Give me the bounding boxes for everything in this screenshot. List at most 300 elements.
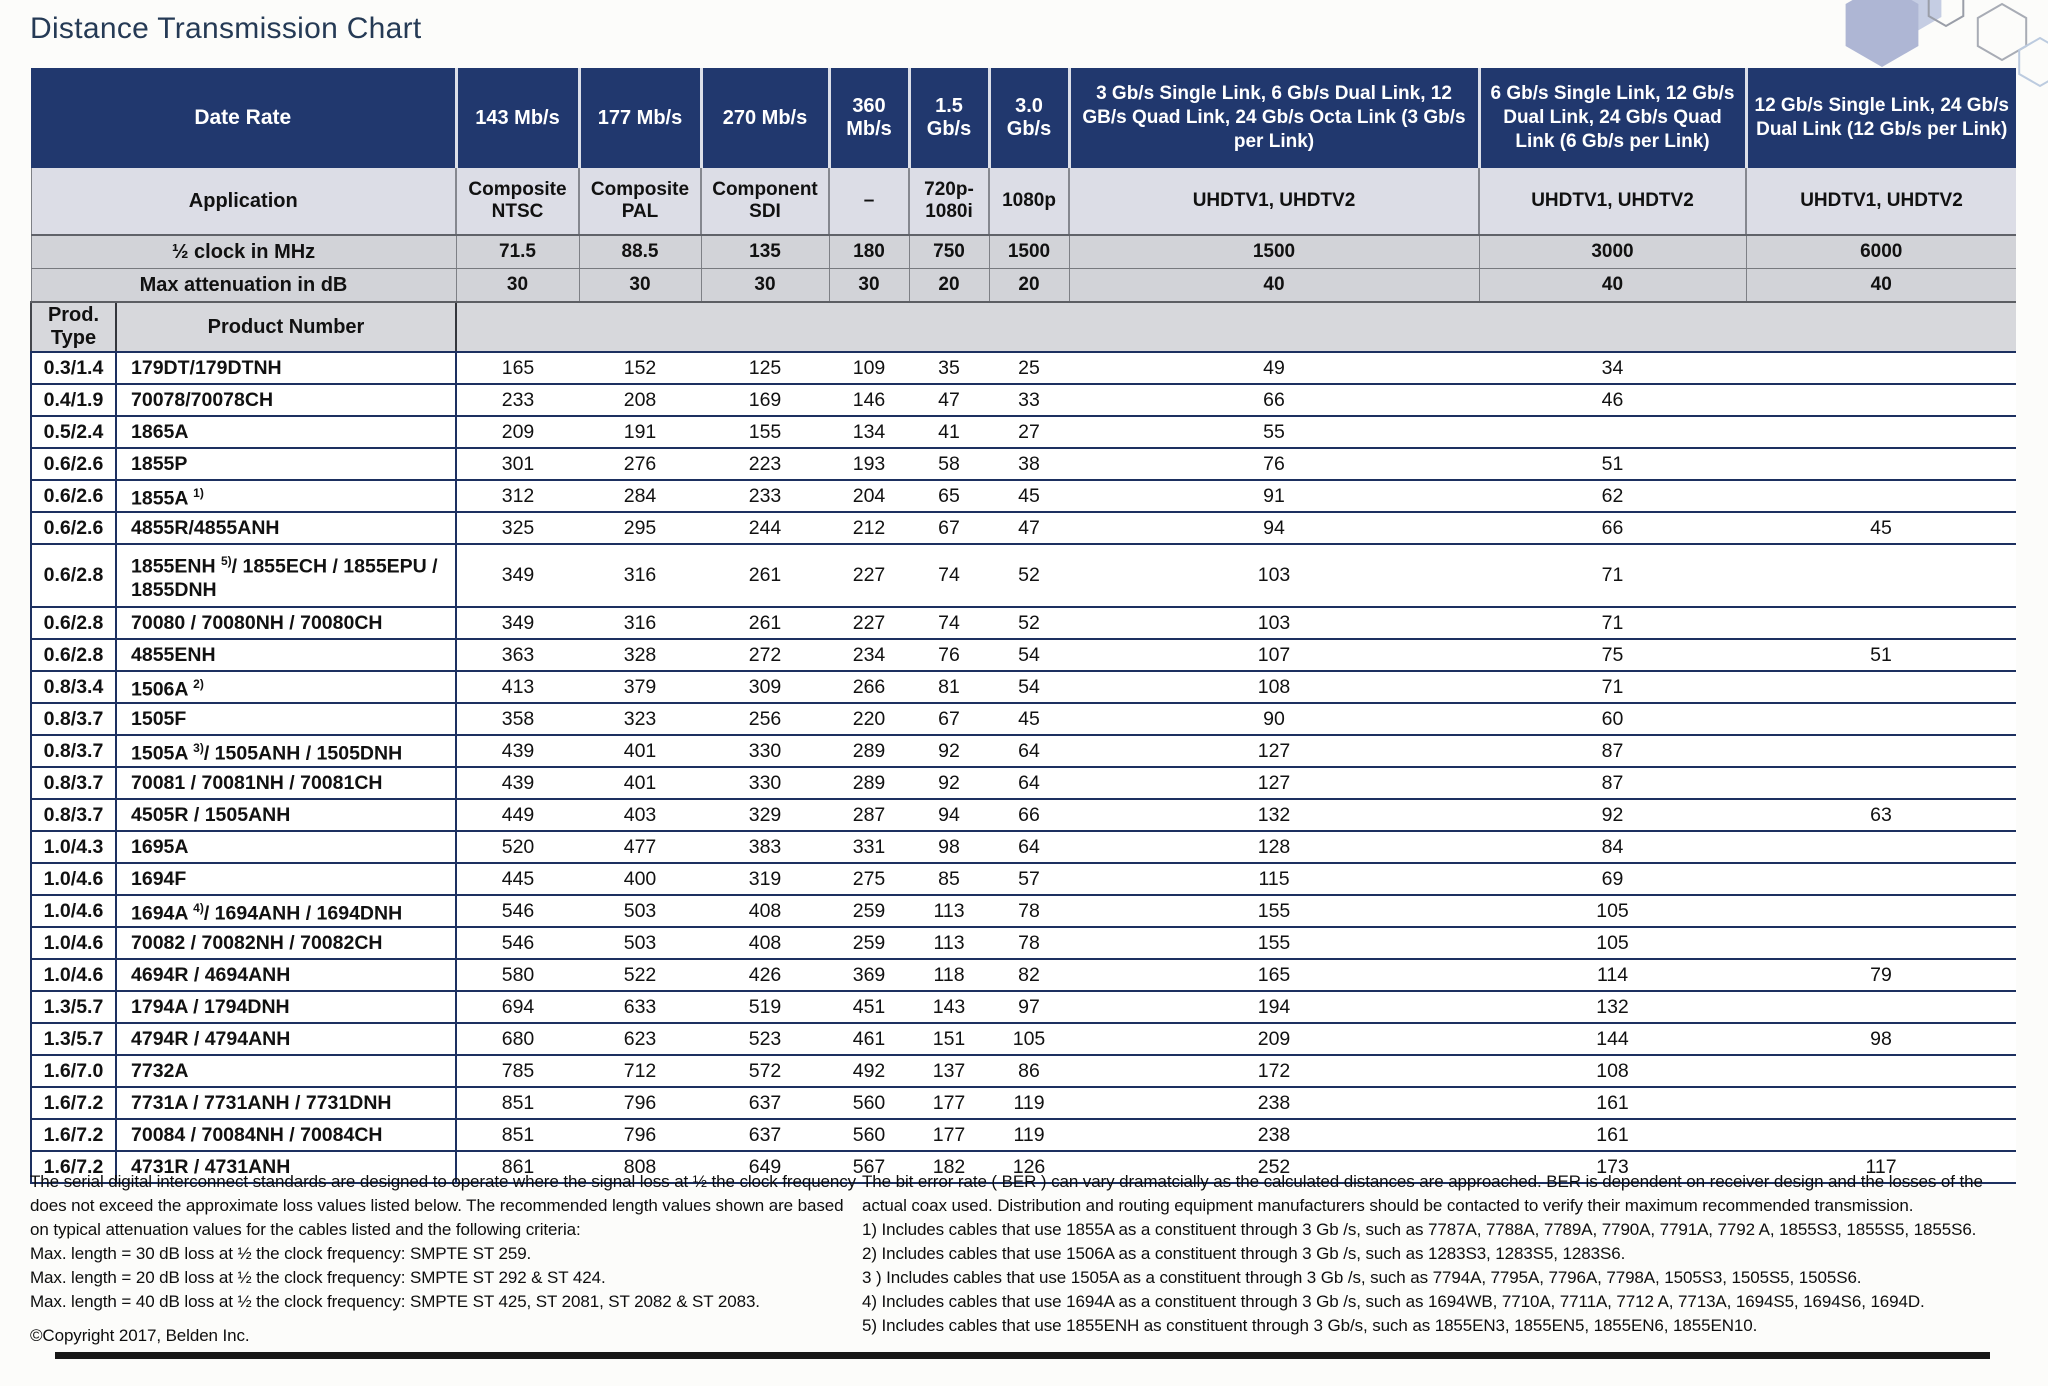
- product-number-cell: 4855ENH: [116, 639, 456, 671]
- table-row: [31, 959, 2016, 991]
- distance-value-cell: 325: [456, 512, 579, 544]
- distance-value-cell: 461: [829, 1023, 909, 1055]
- distance-value-cell: 276: [579, 448, 701, 480]
- footnote-ref: 2): [193, 677, 204, 692]
- distance-value-cell: 108: [1479, 1055, 1746, 1087]
- distance-value-cell: 105: [989, 1023, 1069, 1055]
- distance-value-cell: 177: [909, 1087, 989, 1119]
- copyright-notice: ©Copyright 2017, Belden Inc.: [30, 1326, 250, 1345]
- table-header: [31, 68, 2016, 352]
- product-number-cell: 4794R / 4794ANH: [116, 1023, 456, 1055]
- prod-type-cell: 0.3/1.4: [31, 352, 116, 384]
- distance-value-cell: 796: [579, 1087, 701, 1119]
- distance-value-cell: 523: [701, 1023, 829, 1055]
- distance-value-cell: 261: [701, 544, 829, 607]
- hexagon-solid: [1846, 0, 1919, 67]
- product-number-cell: 70081 / 70081NH / 70081CH: [116, 767, 456, 799]
- distance-value-cell: 103: [1069, 607, 1479, 639]
- clock-cell: 3000: [1479, 235, 1746, 269]
- clock-cell: 88.5: [579, 235, 701, 269]
- clock-cell: 1500: [1069, 235, 1479, 269]
- rate-cell: 270 Mb/s: [701, 68, 829, 168]
- distance-value-cell: 45: [989, 480, 1069, 512]
- distance-value-cell: 47: [989, 512, 1069, 544]
- distance-value-cell: 295: [579, 512, 701, 544]
- distance-value-cell: 66: [1069, 384, 1479, 416]
- distance-value-cell: [1746, 607, 2016, 639]
- footnote-ref: 4): [193, 901, 204, 916]
- prod-type-cell: 0.6/2.6: [31, 448, 116, 480]
- product-number-label: Product Number: [116, 302, 456, 352]
- rate-cell: 6 Gb/s Single Link, 12 Gb/s Dual Link, 24 Gb/s Quad Link (6 Gb/s per Link): [1479, 68, 1746, 168]
- distance-value-cell: 60: [1479, 703, 1746, 735]
- table-row: [31, 703, 2016, 735]
- clock-cell: 71.5: [456, 235, 579, 269]
- distance-value-cell: 637: [701, 1087, 829, 1119]
- distance-value-cell: 92: [909, 767, 989, 799]
- distance-value-cell: 92: [909, 735, 989, 767]
- distance-value-cell: 103: [1069, 544, 1479, 607]
- table-row: [31, 799, 2016, 831]
- distance-value-cell: 41: [909, 416, 989, 448]
- distance-value-cell: 49: [1069, 352, 1479, 384]
- distance-value-cell: 84: [1479, 831, 1746, 863]
- distance-value-cell: 64: [989, 767, 1069, 799]
- distance-value-cell: 137: [909, 1055, 989, 1087]
- application-cell: 1080p: [989, 168, 1069, 235]
- rate-cell: 177 Mb/s: [579, 68, 701, 168]
- distance-value-cell: 259: [829, 895, 909, 927]
- table-row: [31, 927, 2016, 959]
- half-clock-label: ½ clock in MHz: [31, 235, 456, 269]
- distance-value-cell: 261: [701, 607, 829, 639]
- distance-value-cell: 132: [1479, 991, 1746, 1023]
- distance-value-cell: 78: [989, 895, 1069, 927]
- prod-type-cell: 1.3/5.7: [31, 991, 116, 1023]
- distance-value-cell: 51: [1479, 448, 1746, 480]
- prod-type-cell: 1.6/7.2: [31, 1087, 116, 1119]
- distance-value-cell: 209: [1069, 1023, 1479, 1055]
- date-rate-label: Date Rate: [31, 68, 456, 168]
- distance-value-cell: 256: [701, 703, 829, 735]
- distance-value-cell: [1746, 895, 2016, 927]
- distance-value-cell: 107: [1069, 639, 1479, 671]
- attenuation-cell: 40: [1746, 269, 2016, 303]
- distance-value-cell: 851: [456, 1119, 579, 1151]
- distance-value-cell: 134: [829, 416, 909, 448]
- distance-value-cell: 27: [989, 416, 1069, 448]
- prod-type-cell: 0.6/2.8: [31, 544, 116, 607]
- distance-value-cell: 54: [989, 671, 1069, 703]
- distance-value-cell: 165: [456, 352, 579, 384]
- distance-value-cell: 220: [829, 703, 909, 735]
- table-row: [31, 1087, 2016, 1119]
- distance-value-cell: 193: [829, 448, 909, 480]
- distance-value-cell: 67: [909, 703, 989, 735]
- data-rate-row: [31, 68, 2016, 168]
- footnote-ref: 5): [220, 553, 232, 568]
- distance-value-cell: 560: [829, 1119, 909, 1151]
- table-row: [31, 735, 2016, 767]
- application-row: [31, 168, 2016, 235]
- distance-value-cell: 233: [456, 384, 579, 416]
- distance-value-cell: 161: [1479, 1119, 1746, 1151]
- prod-type-label: Prod. Type: [31, 302, 116, 352]
- numbered-note: 5) Includes cables that use 1855ENH as constituent through 3 Gb/s, such as 1855EN3, 1855EN5, 1855EN6, 1855EN10.: [862, 1316, 1758, 1335]
- footnote-ref: 3): [193, 741, 204, 756]
- distance-value-cell: 623: [579, 1023, 701, 1055]
- distance-value-cell: 169: [701, 384, 829, 416]
- distance-value-cell: 87: [1479, 767, 1746, 799]
- distance-value-cell: 244: [701, 512, 829, 544]
- distance-value-cell: 45: [1746, 512, 2016, 544]
- distance-value-cell: 57: [989, 863, 1069, 895]
- prod-type-cell: 1.0/4.6: [31, 863, 116, 895]
- distance-value-cell: 363: [456, 639, 579, 671]
- distance-value-cell: 91: [1069, 480, 1479, 512]
- distance-value-cell: 113: [909, 895, 989, 927]
- product-number-cell: 70084 / 70084NH / 70084CH: [116, 1119, 456, 1151]
- table-row: [31, 416, 2016, 448]
- prod-type-cell: 0.6/2.6: [31, 512, 116, 544]
- rate-cell: 3 Gb/s Single Link, 6 Gb/s Dual Link, 12 GB/s Quad Link, 24 Gb/s Octa Link (3 Gb/s per Link): [1069, 68, 1479, 168]
- distance-value-cell: 105: [1479, 895, 1746, 927]
- distance-value-cell: 76: [909, 639, 989, 671]
- prod-type-cell: 1.0/4.6: [31, 927, 116, 959]
- distance-value-cell: 319: [701, 863, 829, 895]
- prod-type-cell: 0.8/3.7: [31, 703, 116, 735]
- distance-value-cell: 127: [1069, 767, 1479, 799]
- distance-value-cell: [1746, 384, 2016, 416]
- distance-value-cell: 62: [1479, 480, 1746, 512]
- table-row: [31, 448, 2016, 480]
- distance-value-cell: 109: [829, 352, 909, 384]
- distance-value-cell: 400: [579, 863, 701, 895]
- prod-type-cell: 1.6/7.2: [31, 1151, 116, 1183]
- distance-value-cell: 63: [1746, 799, 2016, 831]
- prod-type-cell: 1.0/4.6: [31, 959, 116, 991]
- distance-value-cell: 71: [1479, 607, 1746, 639]
- distance-value-cell: 451: [829, 991, 909, 1023]
- distance-value-cell: 74: [909, 544, 989, 607]
- distance-value-cell: 98: [1746, 1023, 2016, 1055]
- distance-value-cell: 33: [989, 384, 1069, 416]
- table-row: [31, 512, 2016, 544]
- clock-cell: 135: [701, 235, 829, 269]
- distance-value-cell: 408: [701, 927, 829, 959]
- distance-value-cell: [1746, 480, 2016, 512]
- distance-value-cell: 119: [989, 1119, 1069, 1151]
- distance-value-cell: 85: [909, 863, 989, 895]
- prod-type-cell: 0.5/2.4: [31, 416, 116, 448]
- table-row: [31, 671, 2016, 703]
- distance-value-cell: 289: [829, 735, 909, 767]
- table-row: [31, 767, 2016, 799]
- distance-value-cell: 408: [701, 895, 829, 927]
- criteria-line: Max. length = 30 dB loss at ½ the clock frequency: SMPTE ST 259.: [30, 1244, 532, 1263]
- distance-value-cell: 785: [456, 1055, 579, 1087]
- clock-cell: 6000: [1746, 235, 2016, 269]
- table-row: [31, 639, 2016, 671]
- distance-value-cell: [1746, 416, 2016, 448]
- distance-value-cell: 58: [909, 448, 989, 480]
- distance-value-cell: 52: [989, 607, 1069, 639]
- distance-value-cell: 151: [909, 1023, 989, 1055]
- product-number-cell: 70080 / 70080NH / 70080CH: [116, 607, 456, 639]
- distance-value-cell: 128: [1069, 831, 1479, 863]
- distance-value-cell: 289: [829, 767, 909, 799]
- distance-value-cell: 144: [1479, 1023, 1746, 1055]
- distance-value-cell: 74: [909, 607, 989, 639]
- application-cell: Composite PAL: [579, 168, 701, 235]
- distance-value-cell: [1746, 544, 2016, 607]
- distance-value-cell: 86: [989, 1055, 1069, 1087]
- prod-type-cell: 0.6/2.8: [31, 607, 116, 639]
- distance-value-cell: 69: [1479, 863, 1746, 895]
- application-cell: UHDTV1, UHDTV2: [1746, 168, 2016, 235]
- distance-value-cell: 519: [701, 991, 829, 1023]
- distance-value-cell: 330: [701, 735, 829, 767]
- distance-value-cell: 132: [1069, 799, 1479, 831]
- distance-value-cell: 212: [829, 512, 909, 544]
- rate-cell: 1.5 Gb/s: [909, 68, 989, 168]
- distance-value-cell: [1746, 927, 2016, 959]
- distance-value-cell: [1746, 735, 2016, 767]
- distance-value-cell: 492: [829, 1055, 909, 1087]
- distance-value-cell: 81: [909, 671, 989, 703]
- distance-value-cell: 426: [701, 959, 829, 991]
- distance-value-cell: 316: [579, 607, 701, 639]
- distance-value-cell: 580: [456, 959, 579, 991]
- distance-value-cell: 52: [989, 544, 1069, 607]
- table-row: [31, 384, 2016, 416]
- distance-value-cell: 155: [1069, 895, 1479, 927]
- distance-value-cell: 312: [456, 480, 579, 512]
- attenuation-cell: 30: [579, 269, 701, 303]
- hexagon-outline-light: [2019, 38, 2048, 86]
- distance-value-cell: 35: [909, 352, 989, 384]
- distance-value-cell: 204: [829, 480, 909, 512]
- application-cell: UHDTV1, UHDTV2: [1069, 168, 1479, 235]
- distance-value-cell: 567: [829, 1151, 909, 1183]
- rate-cell: 12 Gb/s Single Link, 24 Gb/s Dual Link (12 Gb/s per Link): [1746, 68, 2016, 168]
- distance-value-cell: 172: [1069, 1055, 1479, 1087]
- footnote-column-left: [30, 1170, 858, 1348]
- distance-value-cell: 177: [909, 1119, 989, 1151]
- attenuation-cell: 20: [909, 269, 989, 303]
- distance-value-cell: 522: [579, 959, 701, 991]
- prod-type-cell: 0.8/3.7: [31, 767, 116, 799]
- distance-value-cell: 208: [579, 384, 701, 416]
- distance-value-cell: 331: [829, 831, 909, 863]
- distance-value-cell: 66: [989, 799, 1069, 831]
- product-number-cell: 179DT/179DTNH: [116, 352, 456, 384]
- prod-type-cell: 0.6/2.8: [31, 639, 116, 671]
- product-number-cell: 1506A $^{2)}$: [116, 671, 456, 703]
- criteria-line: Max. length = 40 dB loss at ½ the clock frequency: SMPTE ST 425, ST 2081, ST 2082 & ST 2083.: [30, 1292, 760, 1311]
- table-row: [31, 1055, 2016, 1087]
- distance-value-cell: 79: [1746, 959, 2016, 991]
- prod-type-cell: 1.3/5.7: [31, 1023, 116, 1055]
- distance-value-cell: 851: [456, 1087, 579, 1119]
- distance-value-cell: 118: [909, 959, 989, 991]
- distance-value-cell: [1746, 1087, 2016, 1119]
- application-label: Application: [31, 168, 456, 235]
- distance-value-cell: 194: [1069, 991, 1479, 1023]
- distance-value-cell: 238: [1069, 1087, 1479, 1119]
- attenuation-cell: 20: [989, 269, 1069, 303]
- distance-value-cell: 92: [1479, 799, 1746, 831]
- distance-value-cell: 125: [701, 352, 829, 384]
- distance-value-cell: 76: [1069, 448, 1479, 480]
- table-row: [31, 1119, 2016, 1151]
- product-number-cell: 7731A / 7731ANH / 7731DNH: [116, 1087, 456, 1119]
- distance-value-cell: 46: [1479, 384, 1746, 416]
- numbered-note: 3 ) Includes cables that use 1505A as a constituent through 3 Gb /s, such as 7794A, 7795A, 7796A, 7798A, 1505S3, 1505S5, 1505S6.: [862, 1268, 1862, 1287]
- product-number-cell: 1505F: [116, 703, 456, 735]
- distance-value-cell: 66: [1479, 512, 1746, 544]
- rate-cell: 3.0 Gb/s: [989, 68, 1069, 168]
- product-number-cell: 1855A $^{1)}$: [116, 480, 456, 512]
- product-number-cell: 1865A: [116, 416, 456, 448]
- distance-value-cell: 329: [701, 799, 829, 831]
- distance-value-cell: 287: [829, 799, 909, 831]
- distance-value-cell: 808: [579, 1151, 701, 1183]
- distance-value-cell: 82: [989, 959, 1069, 991]
- numbered-note: 4) Includes cables that use 1694A as a constituent through 3 Gb /s, such as 1694WB, 7710A, 7711A, 7712 A, 7713A, 1694S5, 1694S6, 1694D.: [862, 1292, 1925, 1311]
- product-number-cell: 70082 / 70082NH / 70082CH: [116, 927, 456, 959]
- distance-value-cell: [1746, 767, 2016, 799]
- distance-value-cell: 413: [456, 671, 579, 703]
- page-title: Distance Transmission Chart: [30, 12, 422, 45]
- distance-value-cell: 113: [909, 927, 989, 959]
- distance-value-cell: 223: [701, 448, 829, 480]
- distance-value-cell: 401: [579, 767, 701, 799]
- distance-value-cell: 64: [989, 831, 1069, 863]
- distance-value-cell: 209: [456, 416, 579, 448]
- distance-value-cell: 117: [1746, 1151, 2016, 1183]
- distance-value-cell: 152: [579, 352, 701, 384]
- distance-value-cell: 546: [456, 895, 579, 927]
- distance-value-cell: 38: [989, 448, 1069, 480]
- distance-value-cell: 358: [456, 703, 579, 735]
- table-row: [31, 1023, 2016, 1055]
- distance-value-cell: 401: [579, 735, 701, 767]
- distance-value-cell: [1746, 703, 2016, 735]
- distance-transmission-table: [30, 68, 2016, 1184]
- product-number-cell: 4731R / 4731ANH: [116, 1151, 456, 1183]
- application-cell: Composite NTSC: [456, 168, 579, 235]
- distance-value-cell: 637: [701, 1119, 829, 1151]
- application-cell: Component SDI: [701, 168, 829, 235]
- distance-value-cell: 403: [579, 799, 701, 831]
- distance-value-cell: 252: [1069, 1151, 1479, 1183]
- prod-type-cell: 0.6/2.6: [31, 480, 116, 512]
- distance-value-cell: 51: [1746, 639, 2016, 671]
- product-number-cell: 1855P: [116, 448, 456, 480]
- distance-value-cell: 369: [829, 959, 909, 991]
- table-row: [31, 544, 2016, 607]
- table-row: [31, 991, 2016, 1023]
- distance-value-cell: 94: [909, 799, 989, 831]
- rate-cell: 143 Mb/s: [456, 68, 579, 168]
- product-number-cell: 4694R / 4694ANH: [116, 959, 456, 991]
- prod-type-cell: 0.8/3.7: [31, 799, 116, 831]
- distance-value-cell: 71: [1479, 671, 1746, 703]
- distance-value-cell: [1746, 831, 2016, 863]
- distance-value-cell: 259: [829, 927, 909, 959]
- distance-value-cell: [1746, 991, 2016, 1023]
- distance-value-cell: [1746, 863, 2016, 895]
- distance-value-cell: 182: [909, 1151, 989, 1183]
- product-number-cell: 1794A / 1794DNH: [116, 991, 456, 1023]
- distance-value-cell: 87: [1479, 735, 1746, 767]
- prod-type-cell: 0.8/3.7: [31, 735, 116, 767]
- distance-value-cell: 439: [456, 767, 579, 799]
- distance-value-cell: 272: [701, 639, 829, 671]
- clock-cell: 750: [909, 235, 989, 269]
- max-attenuation-label: Max attenuation in dB: [31, 269, 456, 303]
- table-row: [31, 480, 2016, 512]
- criteria-list: [30, 1242, 858, 1314]
- distance-value-cell: 796: [579, 1119, 701, 1151]
- clock-cell: 1500: [989, 235, 1069, 269]
- distance-value-cell: 633: [579, 991, 701, 1023]
- footnote-intro-left: The serial digital interconnect standards are designed to operate where the signal loss at ½ the clock frequency does not exceed the approximate loss values listed below. The recommended length values shown are based on typical attenuation values for the cables listed and the following criteria:: [30, 1172, 857, 1239]
- attenuation-cell: 40: [1069, 269, 1479, 303]
- footnote-intro-right: The bit error rate ( BER ) can vary dramatcially as the calculated distances are approached. BER is dependent on receiver design and the losses of the actual coax used. Distribution and routing equipment manufacturers should be contacted to verify their maximum recommended transmission.: [862, 1172, 1983, 1215]
- distance-value-cell: 316: [579, 544, 701, 607]
- distance-value-cell: 115: [1069, 863, 1479, 895]
- distance-value-cell: 191: [579, 416, 701, 448]
- distance-value-cell: [1479, 416, 1746, 448]
- distance-value-cell: 477: [579, 831, 701, 863]
- attenuation-cell: 30: [456, 269, 579, 303]
- distance-value-cell: 97: [989, 991, 1069, 1023]
- table-row: [31, 863, 2016, 895]
- product-number-cell: 4855R/4855ANH: [116, 512, 456, 544]
- distance-value-cell: 349: [456, 544, 579, 607]
- distance-value-cell: 330: [701, 767, 829, 799]
- prod-type-cell: 1.6/7.2: [31, 1119, 116, 1151]
- distance-value-cell: 71: [1479, 544, 1746, 607]
- distance-value-cell: [1746, 1055, 2016, 1087]
- distance-value-cell: 383: [701, 831, 829, 863]
- distance-value-cell: 114: [1479, 959, 1746, 991]
- distance-value-cell: 25: [989, 352, 1069, 384]
- attenuation-cell: 30: [829, 269, 909, 303]
- numbered-note: 2) Includes cables that use 1506A as a constituent through 3 Gb /s, such as 1283S3, 1283S5, 1283S6.: [862, 1244, 1626, 1263]
- distance-value-cell: 449: [456, 799, 579, 831]
- distance-value-cell: 54: [989, 639, 1069, 671]
- attenuation-cell: 40: [1479, 269, 1746, 303]
- distance-value-cell: 680: [456, 1023, 579, 1055]
- distance-value-cell: 309: [701, 671, 829, 703]
- product-number-cell: 1694A $^{4)}$/ 1694ANH / 1694DNH: [116, 895, 456, 927]
- product-header-spacer: [456, 302, 2016, 352]
- distance-value-cell: 861: [456, 1151, 579, 1183]
- distance-value-cell: 146: [829, 384, 909, 416]
- table-row: [31, 831, 2016, 863]
- product-number-cell: 70078/70078CH: [116, 384, 456, 416]
- distance-value-cell: 234: [829, 639, 909, 671]
- distance-value-cell: 379: [579, 671, 701, 703]
- distance-value-cell: [1746, 448, 2016, 480]
- distance-value-cell: 119: [989, 1087, 1069, 1119]
- distance-value-cell: 503: [579, 895, 701, 927]
- product-number-cell: 4505R / 1505ANH: [116, 799, 456, 831]
- product-header-row: [31, 302, 2016, 352]
